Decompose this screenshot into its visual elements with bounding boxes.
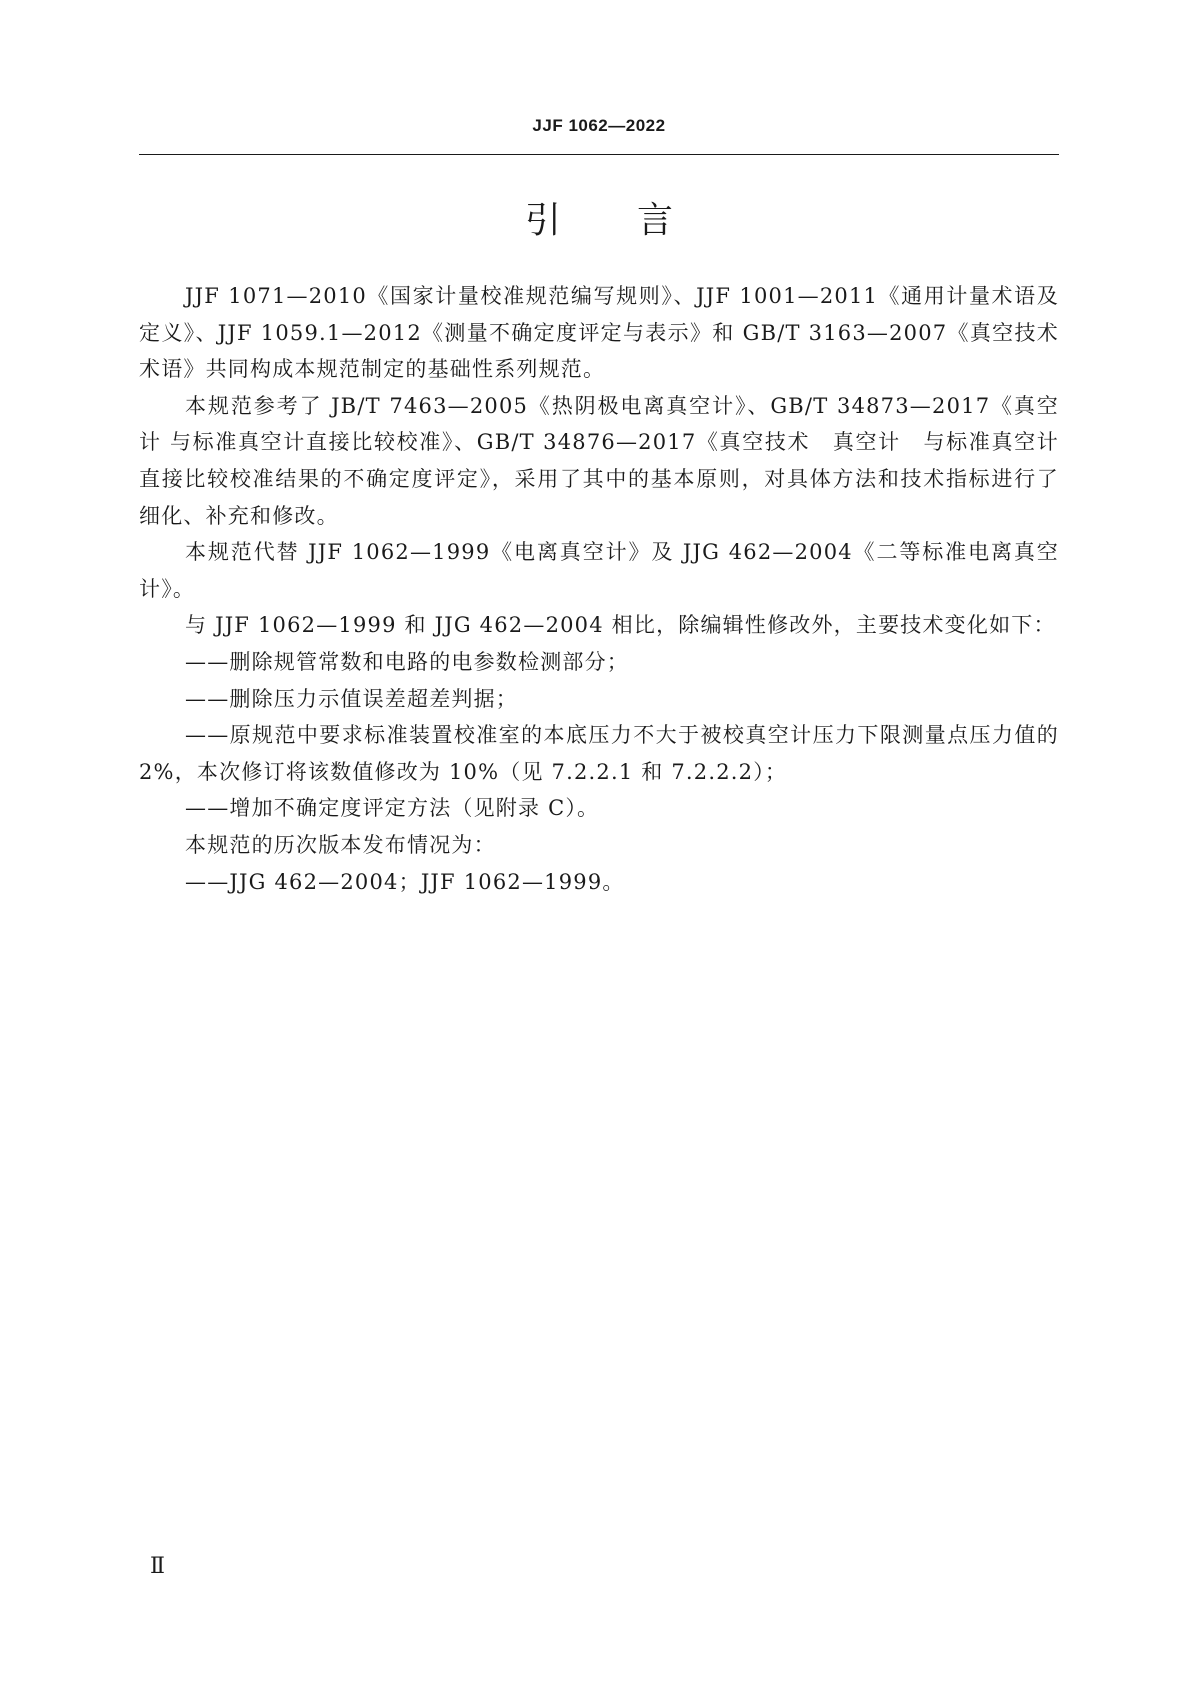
body-text [139, 278, 1082, 900]
standard-code: JJF 1062—2022 [532, 116, 666, 135]
paragraph-references: 本规范参考了 JB/T 7463—2005《热阴极电离真空计》、GB/T 34873—2017《真空计 与标准真空计直接比较校准》、GB/T 34876—2017《真空技术 真空计 与标准真空计直接比较校准结果的不确定度评定》，采用了其中的基本原则，对具体方法和技术指标进行了细化、补充和修改。 [139, 393, 1059, 528]
change-item: ——删除规管常数和电路的电参数检测部分； [185, 649, 629, 674]
paragraph-replaces: 本规范代替 JJF 1062—1999《电离真空计》及 JJG 462—2004《二等标准电离真空计》。 [139, 540, 1059, 601]
history-item: ——JJG 462—2004；JJF 1062—1999。 [185, 869, 625, 894]
change-item: ——增加不确定度评定方法（见附录 C）。 [185, 796, 600, 821]
paragraph-foundation: JJF 1071—2010《国家计量校准规范编写规则》、JJF 1001—2011《通用计量术语及定义》、JJF 1059.1—2012《测量不确定度评定与表示》和 GB/T 3163—2007《真空技术 术语》共同构成本规范制定的基础性系列规范。 [139, 284, 1082, 382]
page-header [139, 114, 1059, 155]
paragraph-history-intro: 本规范的历次版本发布情况为： [185, 832, 496, 857]
page-number: Ⅱ [150, 1554, 165, 1579]
change-item: ——原规范中要求标准装置校准室的本底压力不大于被校真空计压力下限测量点压力值的 2%，本次修订将该数值修改为 10%（见 7.2.2.1 和 7.2.2.2）； [139, 723, 1059, 784]
change-item: ——删除压力示值误差超差判据； [185, 686, 518, 711]
paragraph-changes-intro: 与 JJF 1062—1999 和 JJG 462—2004 相比，除编辑性修改外，主要技术变化如下： [185, 613, 1056, 638]
page-title: 引言 [524, 200, 749, 241]
